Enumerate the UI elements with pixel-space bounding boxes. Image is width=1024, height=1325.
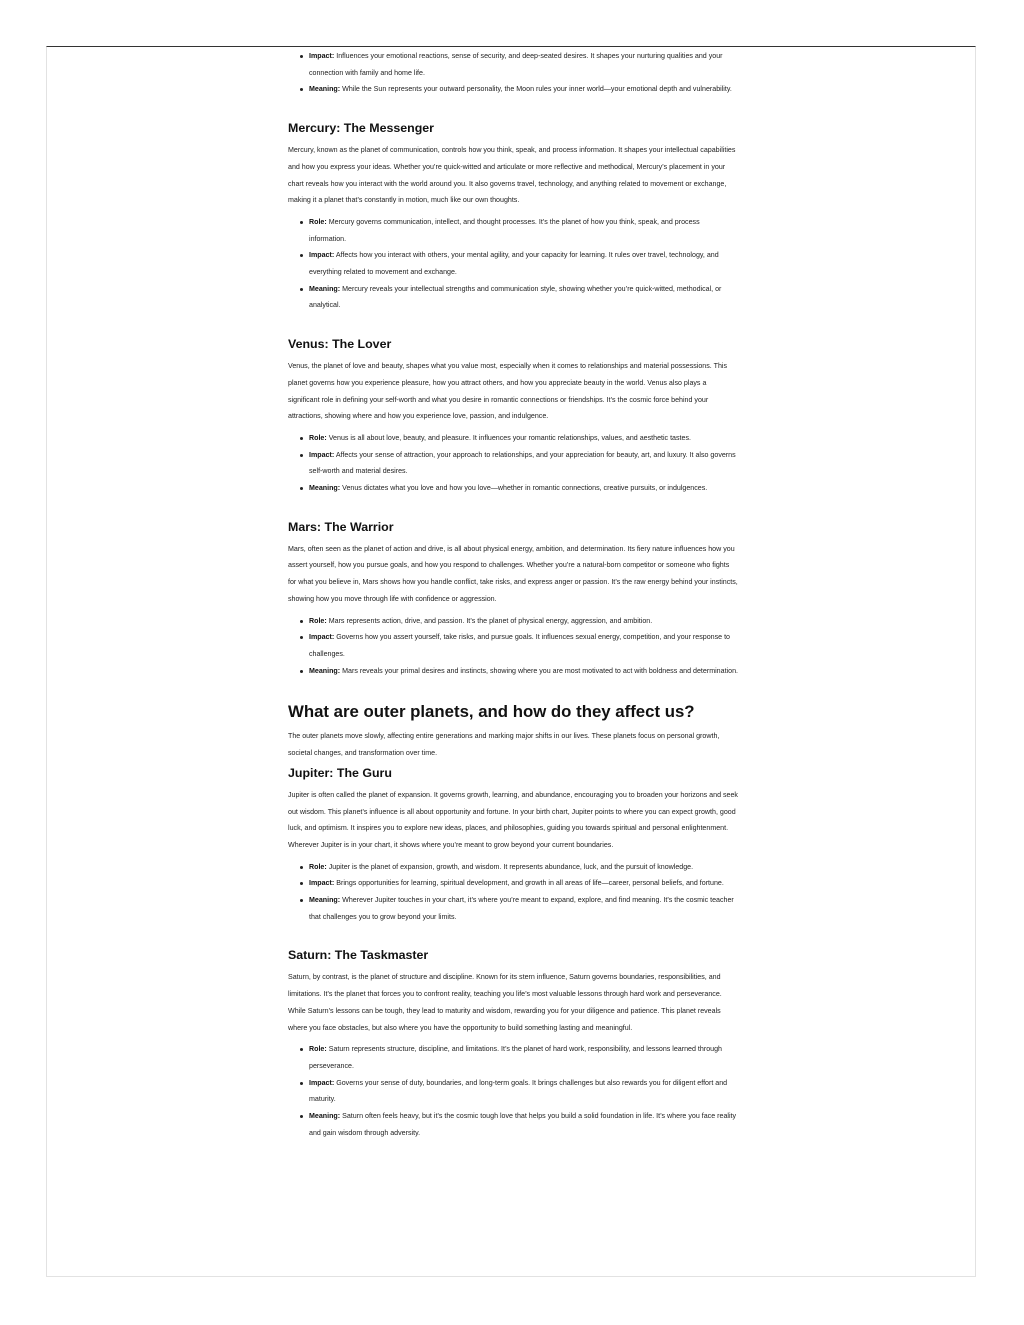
list-item: Impact: Affects how you interact with others, your mental agility, and your capacity for learning. It rules over travel, technology, and everything related to movement and exchange. <box>309 247 738 280</box>
list-item: Role: Saturn represents structure, discipline, and limitations. It’s the planet of hard work, responsibility, and lessons learned through perseverance. <box>309 1041 738 1074</box>
moon-bullet-list <box>288 48 738 98</box>
list-item: Impact: Governs how you assert yourself, take risks, and pursue goals. It influences sexual energy, competition, and your response to challenges. <box>309 629 738 662</box>
list-item: Meaning: Mars reveals your primal desires and instincts, showing where you are most motivated to act with boldness and determination. <box>309 663 738 680</box>
saturn-section <box>288 947 738 1141</box>
list-item: Impact: Influences your emotional reactions, sense of security, and deep-seated desires. It shapes your nurturing qualities and your connection with family and home life. <box>309 48 738 81</box>
section-intro: Venus, the planet of love and beauty, shapes what you value most, especially when it comes to relationships and material possessions. This planet governs how you experience pleasure, how you attract others, and how you appreciate beauty in the world. Venus also plays a significant role in defining your self-worth and what you desire in romantic connections or friendships. It’s the cosmic force behind your attractions, showing where and how you experience love, passion, and indulgence. <box>288 362 728 421</box>
list-item: Meaning: Wherever Jupiter touches in your chart, it’s where you’re meant to expand, explore, and find meaning. It’s the cosmic teacher that challenges you to grow beyond your limits. <box>309 892 738 925</box>
jupiter-section <box>288 765 738 926</box>
venus-section <box>288 336 738 497</box>
mercury-section <box>288 120 738 314</box>
section-intro: Jupiter is often called the planet of expansion. It governs growth, learning, and abundance, encouraging you to broaden your horizons and seek out wisdom. This planet’s influence is all about opportunity and fortune. In your birth chart, Jupiter points to where you can expect growth, good luck, and optimism. It inspires you to explore new ideas, places, and philosophies, guiding you towards spiritual and personal enlightenment. Wherever Jupiter is in your chart, it shows where you’re meant to grow beyond your current boundaries. <box>288 790 738 849</box>
article-content <box>288 48 738 1141</box>
bullet-list <box>288 613 738 680</box>
section-heading: Saturn: The Taskmaster <box>288 948 429 963</box>
list-item: Role: Jupiter is the planet of expansion, growth, and wisdom. It represents abundance, luck, and the pursuit of knowledge. <box>309 859 738 876</box>
mars-section <box>288 519 738 680</box>
bullet-list <box>288 214 738 314</box>
list-item: Role: Venus is all about love, beauty, and pleasure. It influences your romantic relationships, values, and aesthetic tastes. <box>309 430 738 447</box>
list-item: Impact: Governs your sense of duty, boundaries, and long-term goals. It brings challenges but also rewards you for diligent effort and maturity. <box>309 1075 738 1108</box>
list-item: Impact: Brings opportunities for learning, spiritual development, and growth in all areas of life—career, personal beliefs, and fortune. <box>309 875 738 892</box>
list-item: Meaning: While the Sun represents your outward personality, the Moon rules your inner world—your emotional depth and vulnerability. <box>309 81 738 98</box>
section-heading: Mercury: The Messenger <box>288 121 434 136</box>
section-intro: Mars, often seen as the planet of action and drive, is all about physical energy, ambition, and determination. Its fiery nature influences how you assert yourself, how you pursue goals, and how you respond to challenges. Whether you’re a natural-born competitor or someone who fights for what you believe in, Mars shows how you handle conflict, take risks, and express anger or passion. It’s the raw energy behind your instincts, showing how you move through life with confidence or aggression. <box>288 544 738 603</box>
list-item: Meaning: Saturn often feels heavy, but it’s the cosmic tough love that helps you build a solid foundation in life. It’s where you face reality and gain wisdom through adversity. <box>309 1108 738 1141</box>
section-heading: Jupiter: The Guru <box>288 765 392 780</box>
list-item: Meaning: Venus dictates what you love and how you love—whether in romantic connections, creative pursuits, or indulgences. <box>309 480 738 497</box>
list-item: Impact: Affects your sense of attraction, your approach to relationships, and your appreciation for beauty, art, and luxury. It also governs self-worth and material desires. <box>309 447 738 480</box>
list-item: Role: Mercury governs communication, intellect, and thought processes. It’s the planet of how you think, speak, and process information. <box>309 214 738 247</box>
section-intro: Mercury, known as the planet of communication, controls how you think, speak, and process information. It shapes your intellectual capabilities and how you express your ideas. Whether you’re quick-witted and articulate or more reflective and methodical, Mercury’s placement in your chart reveals how you interact with the world around you. It also governs travel, technology, and anything related to movement or exchange, making it a planet that’s constantly in motion, much like our own thoughts. <box>288 146 736 205</box>
outer-planets-section <box>288 701 738 761</box>
bullet-list <box>288 859 738 926</box>
list-item: Role: Mars represents action, drive, and passion. It’s the planet of physical energy, aggression, and ambition. <box>309 613 738 630</box>
bullet-list <box>288 1041 738 1141</box>
section-heading: Mars: The Warrior <box>288 519 394 534</box>
section-intro: Saturn, by contrast, is the planet of structure and discipline. Known for its stern influence, Saturn governs boundaries, responsibilities, and limitations. It’s the planet that forces you to confront reality, teaching you life’s most valuable lessons through hard work and perseverance. While Saturn’s lessons can be tough, they lead to maturity and wisdom, rewarding you for your diligence and patience. This planet reveals where you face obstacles, but also where you have the opportunity to build something lasting and meaningful. <box>288 973 722 1032</box>
section-heading-main: What are outer planets, and how do they affect us? <box>288 702 695 722</box>
list-item: Meaning: Mercury reveals your intellectual strengths and communication style, showing whether you’re quick-witted, methodical, or analytical. <box>309 281 738 314</box>
section-heading: Venus: The Lover <box>288 337 392 352</box>
bullet-list <box>288 430 738 497</box>
section-intro: The outer planets move slowly, affecting entire generations and marking major shifts in our lives. These planets focus on personal growth, societal changes, and transformation over time. <box>288 732 720 758</box>
